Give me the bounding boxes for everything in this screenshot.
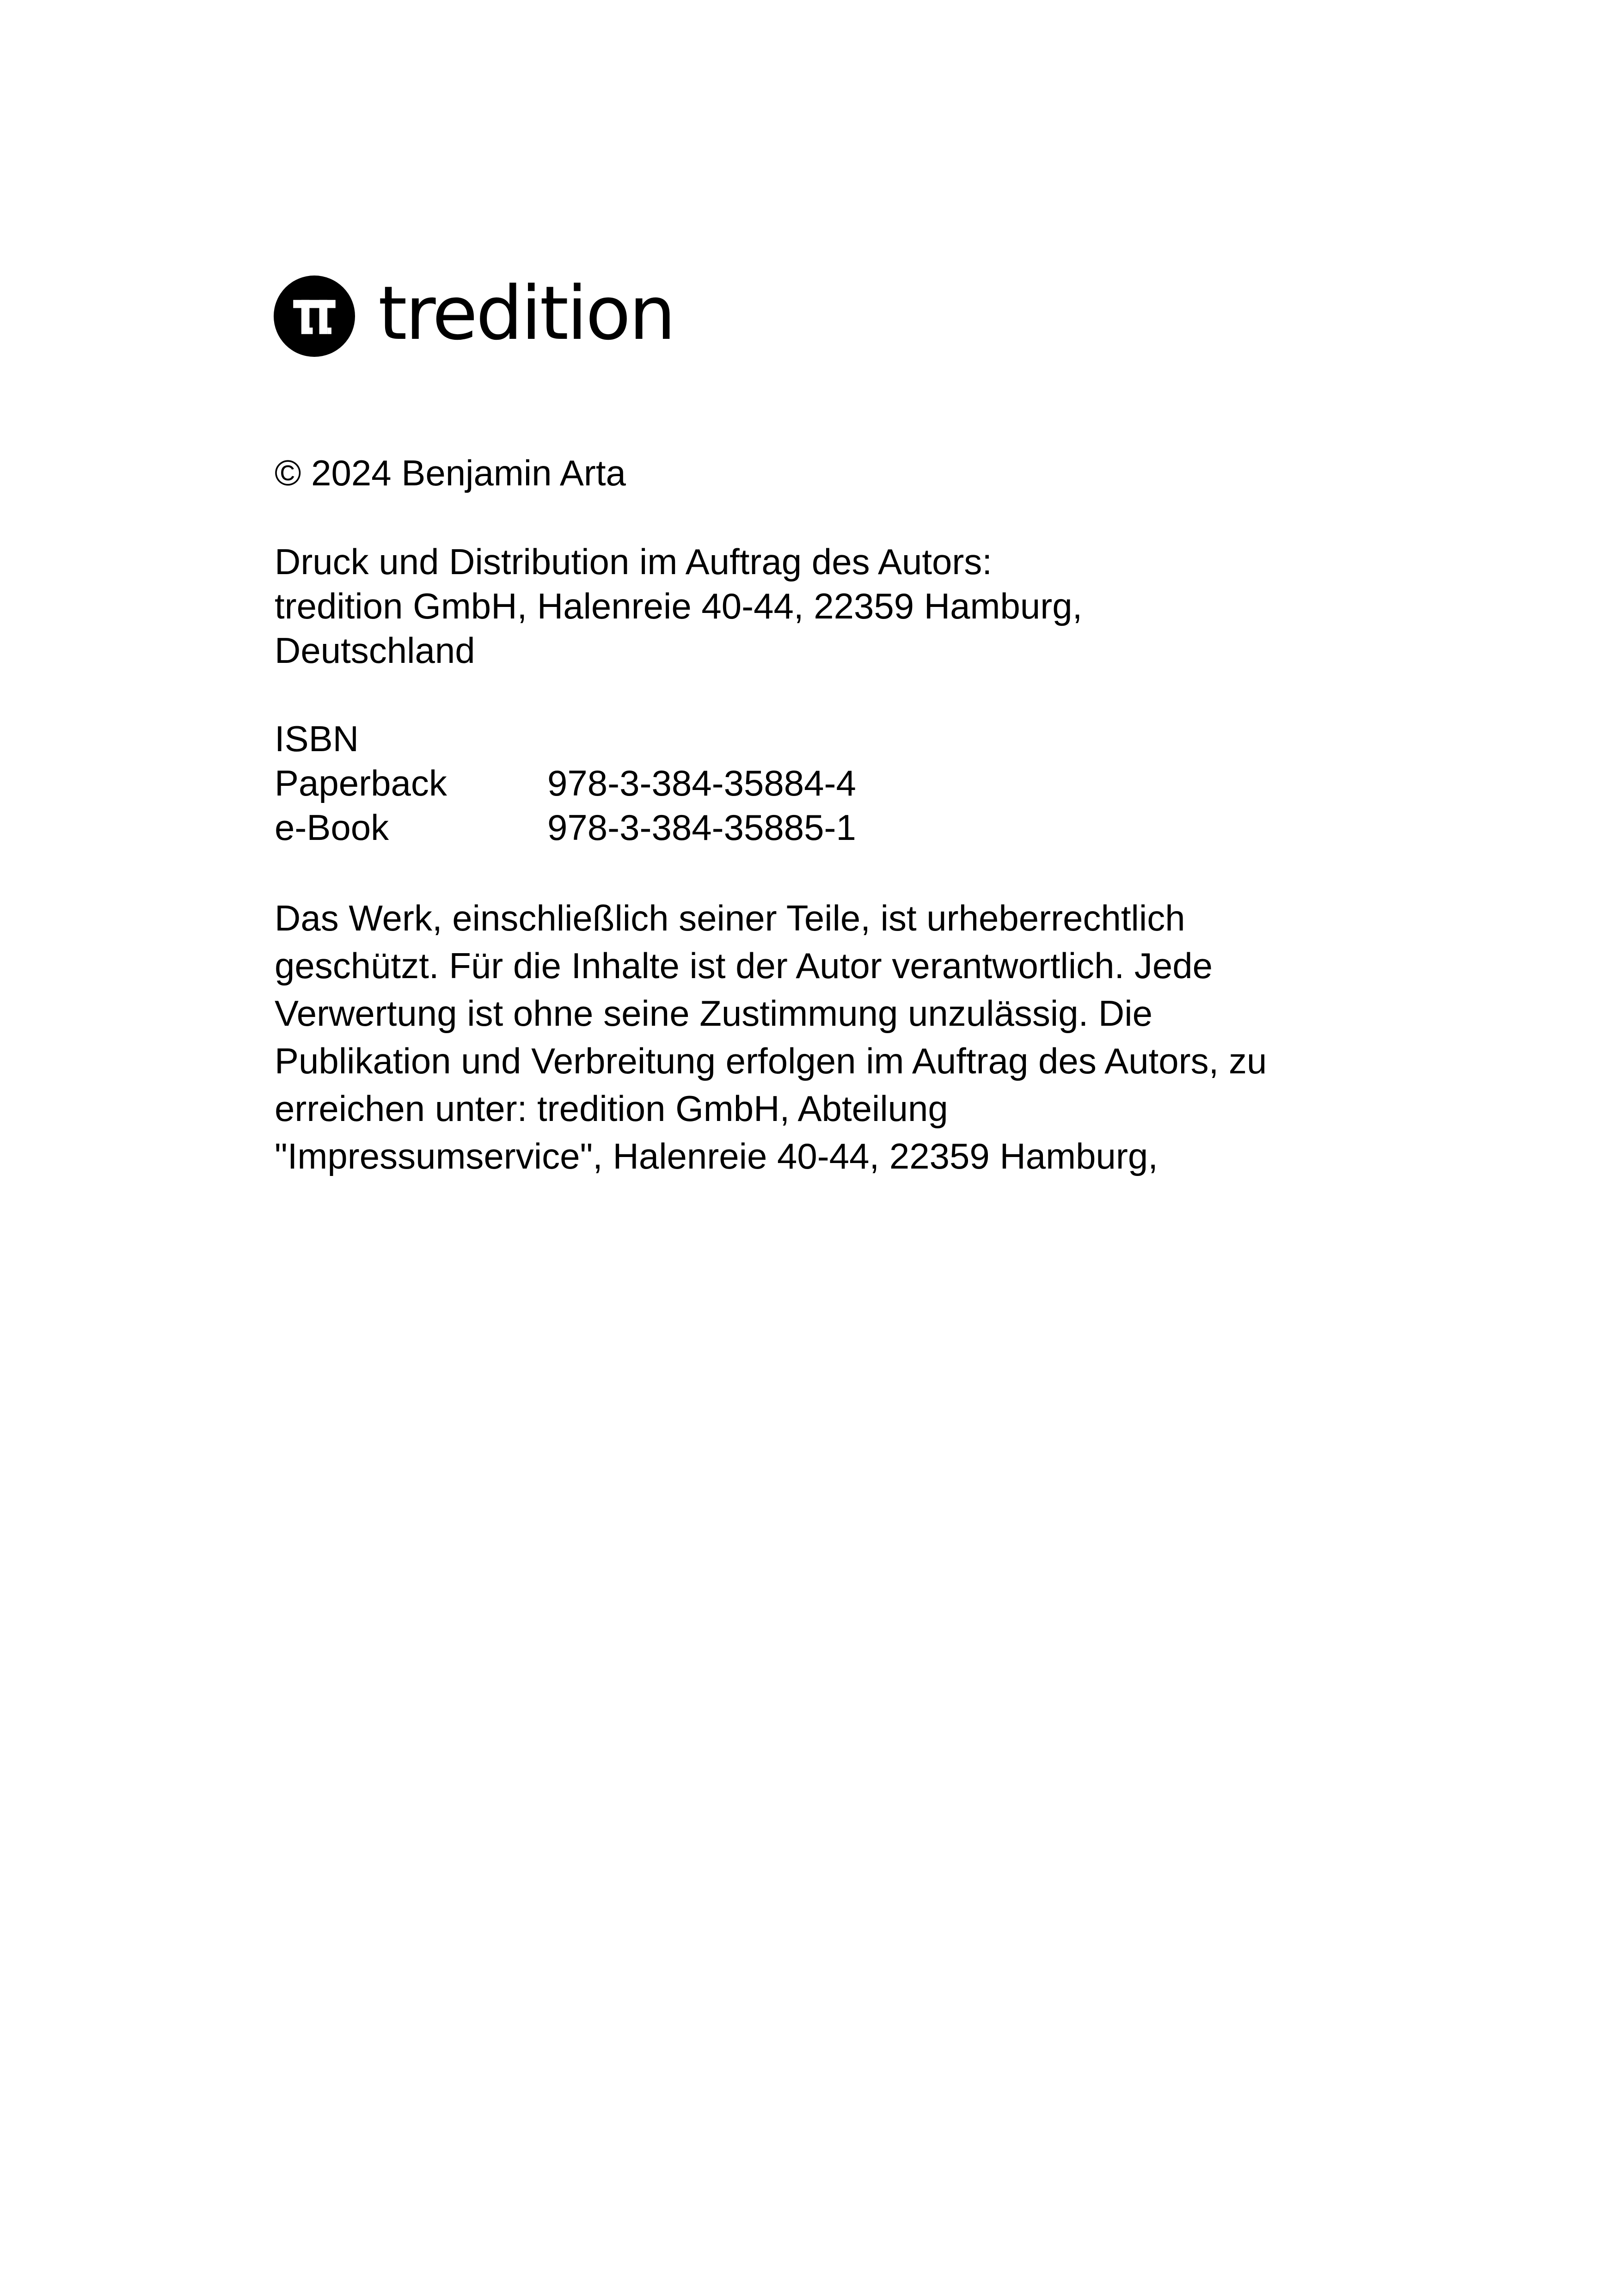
distribution-line: Druck und Distribution im Auftrag des Autors: (275, 541, 993, 582)
legal-line: Verwertung ist ohne seine Zustimmung unzulässig. Die (275, 993, 1152, 1034)
tredition-logo-icon (274, 276, 355, 357)
copyright-notice (275, 451, 626, 495)
distribution-line: tredition GmbH, Halenreie 40-44, 22359 Hamburg, (275, 586, 1083, 626)
isbn-heading: ISBN (275, 718, 359, 759)
legal-line: Publikation und Verbreitung erfolgen im Auftrag des Autors, zu (275, 1041, 1267, 1081)
legal-notice (275, 894, 1267, 1180)
publisher-logo (274, 270, 674, 360)
isbn-value: 978-3-384-35885-1 (547, 807, 856, 848)
legal-line: "Impressumservice", Halenreie 40-44, 22359 Hamburg, (275, 1136, 1158, 1176)
distribution-line: Deutschland (275, 630, 475, 671)
isbn-row-ebook (275, 805, 856, 850)
distribution-info (275, 539, 1082, 673)
isbn-section (275, 716, 856, 850)
legal-line: geschützt. Für die Inhalte ist der Autor verantwortlich. Jede (275, 945, 1213, 986)
logo-wordmark: tredition (378, 270, 674, 356)
isbn-label: Paperback (275, 763, 447, 803)
copyright-line: © 2024 Benjamin Arta (275, 453, 626, 493)
isbn-value: 978-3-384-35884-4 (547, 763, 856, 803)
legal-line: erreichen unter: tredition GmbH, Abteilung (275, 1088, 948, 1129)
isbn-row-paperback (275, 761, 856, 805)
legal-line: Das Werk, einschließlich seiner Teile, ist urheberrechtlich (275, 898, 1185, 938)
isbn-label: e-Book (275, 807, 389, 848)
